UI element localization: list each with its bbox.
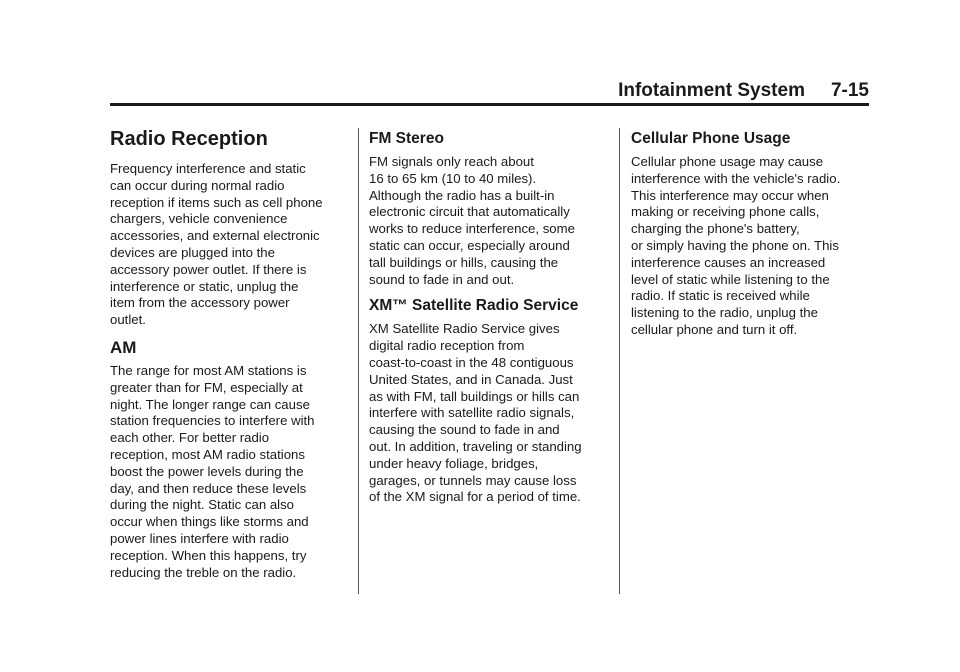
column-divider-2 bbox=[619, 128, 620, 594]
section-title: Infotainment System bbox=[618, 80, 805, 101]
cellular-body: Cellular phone usage may cause interference with the vehicle's radio. This interference may occur when making or receiving phone calls, charging the phone's battery, or simply having the phone on. This interference causes an increased level of static while listening to the radio. If static is received while listening to the radio, unplug the cellular phone and turn it off. bbox=[631, 154, 841, 337]
fm-stereo-heading: FM Stereo bbox=[369, 130, 444, 147]
page-header bbox=[110, 80, 869, 104]
column-3 bbox=[631, 126, 863, 339]
column-1 bbox=[110, 126, 342, 581]
header-rule bbox=[110, 103, 869, 106]
xm-body: XM Satellite Radio Service gives digital radio reception from coast-to-coast in the 48 contiguous United States, and in Canada. Just as with FM, tall buildings or hills can interfere with satellite radio signals, causing the sound to fade in and out. In addition, traveling or standing under heavy foliage, bridges, garages, or tunnels may cause loss of the XM signal for a period of time. bbox=[369, 321, 582, 505]
page-number: 7-15 bbox=[830, 80, 869, 101]
fm-stereo-body: FM signals only reach about 16 to 65 km (10 to 40 miles). Although the radio has a built-in electronic circuit that automatically works to reduce interference, some static can occur, especially around tall buildings or hills, causing the sound to fade in and out. bbox=[369, 154, 575, 287]
radio-reception-body: Frequency interference and static can occur during normal radio reception if items such as cell phone chargers, vehicle convenience accessories, and external electronic devices are plugged into the accessory power outlet. If there is interference or static, unplug the item from the accessory power outlet. bbox=[110, 161, 323, 328]
cellular-heading: Cellular Phone Usage bbox=[631, 130, 791, 147]
am-body: The range for most AM stations is greater than for FM, especially at night. The longer range can cause station frequencies to interfere with each other. For better radio reception, most AM radio stations boost the power levels during the day, and then reduce these levels during the night. Static can also occur when things like storms and power lines interfere with radio reception. When this happens, try reducing the treble on the radio. bbox=[110, 362, 315, 580]
radio-reception-heading: Radio Reception bbox=[110, 128, 268, 150]
column-2 bbox=[369, 126, 609, 506]
am-heading: AM bbox=[110, 337, 137, 357]
xm-heading: XM™ Satellite Radio Service bbox=[369, 297, 579, 315]
column-divider-1 bbox=[358, 128, 359, 594]
